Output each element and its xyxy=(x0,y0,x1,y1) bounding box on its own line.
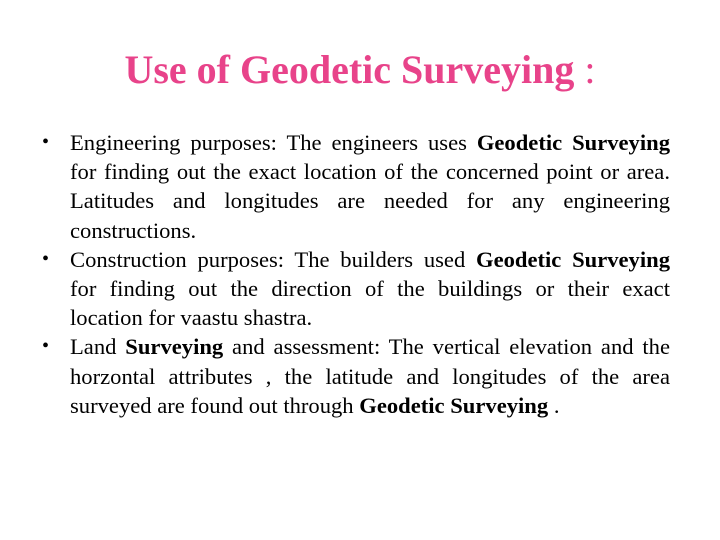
slide-title-main: Use of Geodetic Surveying xyxy=(124,47,575,92)
slide-title xyxy=(0,44,720,96)
bullet-marker: • xyxy=(42,131,50,153)
bullet-list xyxy=(42,128,670,420)
bullet-item-engineering xyxy=(42,128,670,245)
bullet-item-land-surveying xyxy=(42,332,670,420)
bullet-text: Engineering purposes: The engineers uses xyxy=(70,130,477,155)
slide-title-colon: : xyxy=(574,47,596,92)
bullet-marker: • xyxy=(42,247,50,270)
bullet-emphasis: Geodetic Surveying xyxy=(476,130,670,155)
bullet-emphasis: Surveying xyxy=(125,334,224,360)
bullet-emphasis: Geodetic Surveying xyxy=(476,246,670,272)
bullet-item-construction xyxy=(42,245,670,333)
bullet-text: . xyxy=(548,392,560,418)
bullet-text: Land xyxy=(70,334,126,360)
bullet-text: for finding out the direction of the buildings or their exact location for vaastu shastra. xyxy=(70,276,670,331)
bullet-text: for finding out the exact location of the concerned point or area. Latitudes and longitudes are needed for any engineering constructions. xyxy=(70,159,670,243)
bullet-marker: • xyxy=(42,335,50,358)
bullet-text: Construction purposes: The builders used xyxy=(70,246,476,272)
bullet-text: and assessment: The vertical elevation and the horzontal attributes , the latitude and longitudes of the area surveyed are found out through xyxy=(70,334,670,418)
bullet-emphasis: Geodetic Surveying xyxy=(359,392,549,418)
